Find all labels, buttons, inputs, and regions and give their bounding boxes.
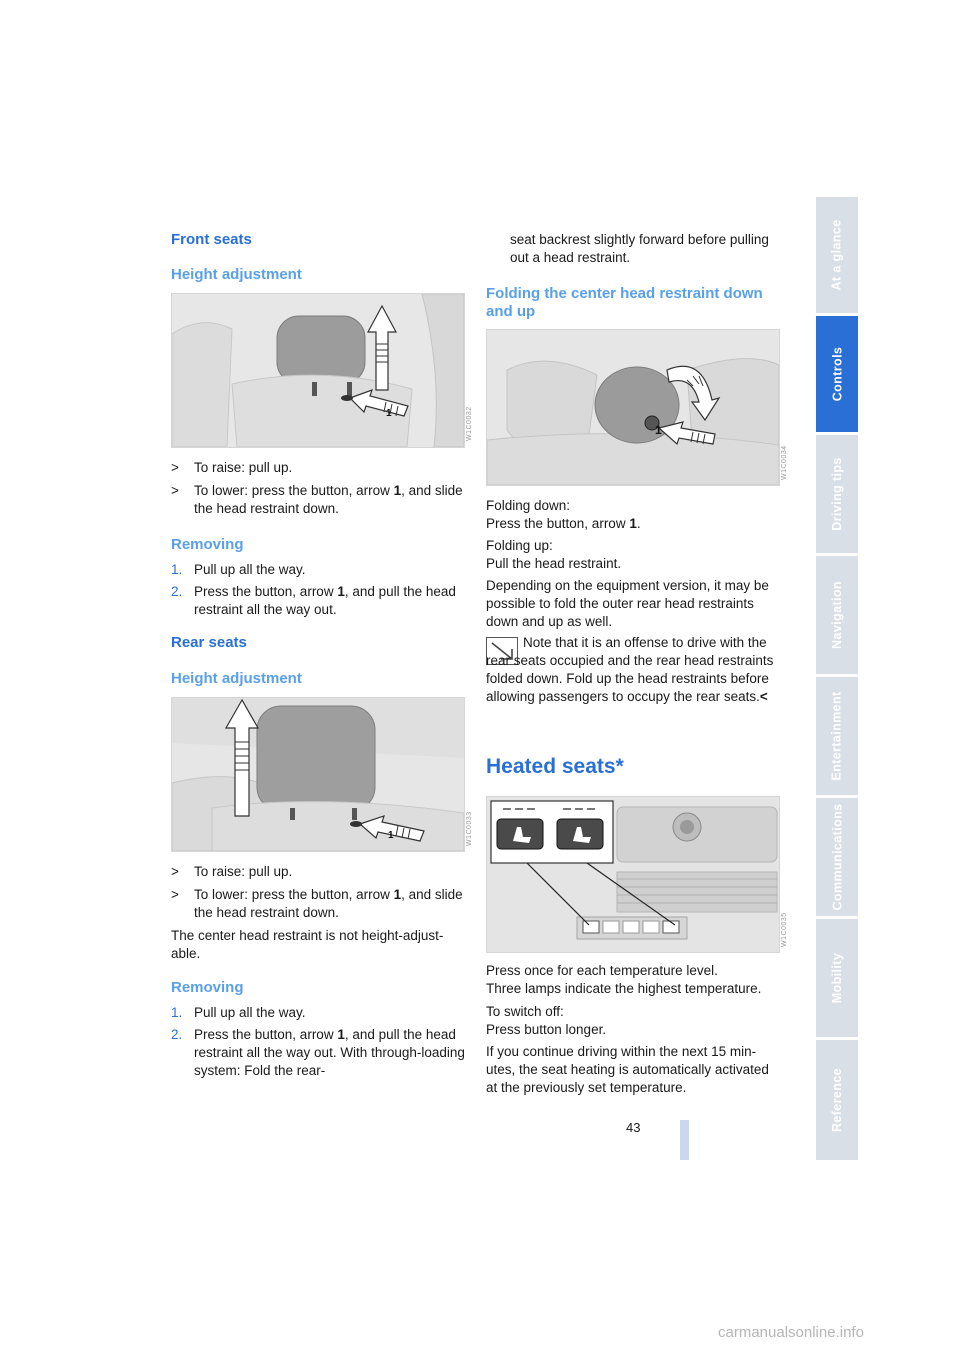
warning-text: Note that it is an offense to drive with the rear seats occupied and the rear head restraints folded down. Fold up the head restraints before allowing passengers to occupy the rear seats. (486, 635, 774, 704)
figure-front-headrest (171, 293, 465, 448)
switch-off-label: To switch off: (486, 1004, 564, 1019)
arrow-ref: 1 (337, 1027, 345, 1042)
bullet-marker: > (171, 460, 179, 475)
bullet-text: To lower: press the button, arrow (194, 483, 394, 498)
bullet-text: , and slide the head restraint down. (194, 483, 463, 516)
tab-entertainment[interactable] (816, 677, 858, 795)
figure-heated-seats (486, 796, 780, 953)
continue-driving-text: If you continue driving within the next 15 min- utes, the seat heating is automatically activated at the previously set temperature. (486, 1044, 769, 1095)
continuation-text: seat backrest slightly forward before pulling out a head restraint. (510, 232, 769, 265)
arrow-label-1: 1 (388, 830, 394, 841)
step-front-1 (171, 561, 466, 579)
bullet-marker: > (171, 483, 179, 498)
figure-code: W1C0033 (466, 811, 473, 846)
tab-navigation[interactable] (816, 556, 858, 674)
tab-label: Reference (830, 1067, 844, 1133)
step-text: Press the button, arrow (194, 584, 338, 599)
step-text: Press the button, arrow (194, 1027, 338, 1042)
tab-label: Driving tips (830, 457, 844, 531)
tab-label: Communications (830, 803, 844, 911)
tab-mobility[interactable] (816, 919, 858, 1037)
step-front-2 (171, 583, 466, 619)
page-number-bar (680, 1120, 689, 1160)
step-rear-1 (171, 1004, 466, 1022)
watermark: carmanualsonline.info (718, 1324, 864, 1341)
tab-driving-tips[interactable] (816, 435, 858, 553)
tab-label: Mobility (830, 952, 845, 1004)
figure-rear-headrest (171, 697, 465, 852)
tab-reference[interactable] (816, 1040, 858, 1160)
bullet-text: To raise: pull up. (194, 864, 293, 879)
step-number: 2. (171, 1027, 183, 1042)
figure-code: W1C0034 (781, 445, 788, 480)
bullet-front-raise (171, 459, 466, 477)
folding-down-text (486, 515, 641, 533)
figure-fold-headrest (486, 329, 780, 486)
page-number: 43 (626, 1120, 641, 1135)
heated-text-2: Three lamps indicate the highest temperature. (486, 981, 762, 996)
tab-label: Navigation (830, 581, 844, 649)
subsection-title-rear-removing: Removing (171, 979, 244, 996)
subsection-title-front-removing: Removing (171, 536, 244, 553)
subsection-title-folding: Folding the center head restraint down and up (486, 285, 763, 320)
folding-down-label: Folding down: (486, 498, 571, 513)
end-marker: < (759, 689, 768, 704)
bullet-marker: > (171, 864, 179, 879)
bullet-text: To lower: press the button, arrow (194, 887, 394, 902)
section-title-heated-seats: Heated seats* (486, 755, 624, 778)
tab-label: Entertainment (830, 691, 844, 781)
figure-code: W1C0032 (466, 406, 473, 441)
warning-note (486, 634, 781, 706)
bullet-front-lower (171, 482, 466, 518)
section-title-front-seats: Front seats (171, 231, 252, 248)
center-restraint-note: The center head restraint is not height-adjust- able. (171, 928, 444, 961)
step-text: , and pull the head restraint all the way out. (194, 584, 456, 617)
arrow-ref: 1 (337, 584, 345, 599)
folding-down-text-end: . (636, 516, 641, 531)
subsection-title-rear-height: Height adjustment (171, 670, 302, 687)
folding-down-text-part: Press the button, arrow (486, 516, 630, 531)
bullet-rear-raise (171, 863, 466, 881)
section-title-rear-seats: Rear seats (171, 634, 247, 651)
step-number: 1. (171, 1005, 183, 1020)
bullet-text: To raise: pull up. (194, 460, 293, 475)
tab-controls[interactable] (816, 316, 858, 432)
step-number: 1. (171, 562, 183, 577)
step-text: , and pull the head restraint all the way out. With through-loading system: Fold the rear- (194, 1027, 465, 1078)
arrow-ref: 1 (393, 483, 402, 498)
arrow-ref: 1 (629, 516, 637, 531)
step-rear-2 (171, 1026, 466, 1080)
arrow-label-1: 1 (386, 408, 392, 419)
step-text: Pull up all the way. (194, 562, 306, 577)
bullet-text: , and slide the head restraint down. (194, 887, 463, 920)
switch-off-text: Press button longer. (486, 1022, 607, 1037)
step-text: Pull up all the way. (194, 1005, 306, 1020)
subsection-title-front-height: Height adjustment (171, 266, 302, 283)
folding-up-text: Pull the head restraint. (486, 556, 622, 571)
bullet-rear-lower (171, 886, 466, 922)
step-number: 2. (171, 584, 183, 599)
arrow-ref: 1 (393, 887, 402, 902)
folding-up-label: Folding up: (486, 538, 553, 553)
bullet-marker: > (171, 887, 179, 902)
tab-label: Controls (830, 346, 844, 402)
equipment-note: Depending on the equipment version, it may be possible to fold the outer rear head restraints down and up as well. (486, 578, 769, 629)
tab-label: At a glance (830, 219, 844, 291)
heated-text-1: Press once for each temperature level. (486, 963, 718, 978)
tab-at-a-glance[interactable] (816, 197, 858, 313)
figure-code: W1C0035 (781, 912, 788, 947)
arrow-label-1: 1 (655, 423, 662, 437)
tab-communications[interactable] (816, 798, 858, 916)
